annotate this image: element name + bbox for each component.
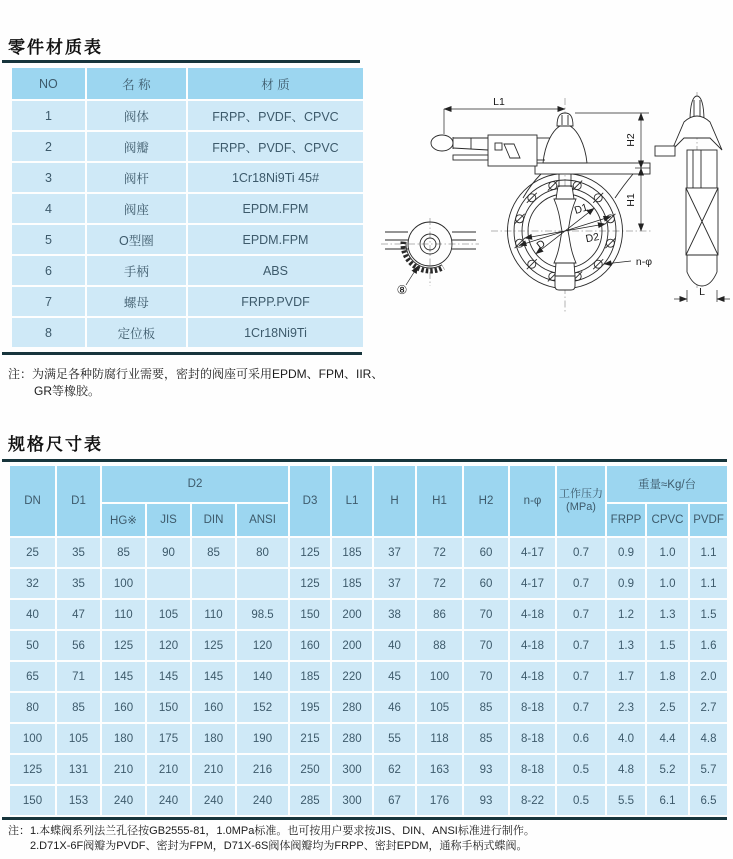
- spec-col-pressure: [557, 466, 605, 536]
- table-cell: 150: [290, 600, 330, 629]
- table-cell: 300: [332, 786, 372, 815]
- pressure-label-line2: (MPa): [566, 501, 596, 513]
- materials-table: [10, 66, 365, 349]
- table-cell: 105: [147, 600, 190, 629]
- table-cell: 4-17: [510, 538, 555, 567]
- table-cell: EPDM.FPM: [188, 194, 363, 223]
- table-cell: 88: [417, 631, 462, 660]
- materials-note: [8, 366, 383, 400]
- trigger-housing: [488, 135, 537, 166]
- table-cell: 38: [374, 600, 415, 629]
- table-cell: 5.5: [607, 786, 645, 815]
- table-cell: 105: [57, 724, 100, 753]
- dim-label-n-phi: n-φ: [635, 256, 653, 268]
- table-cell: EPDM.FPM: [188, 225, 363, 254]
- table-cell: 125: [290, 569, 330, 598]
- table-cell: 0.6: [557, 724, 605, 753]
- table-cell: 240: [192, 786, 235, 815]
- table-cell: 145: [192, 662, 235, 691]
- spec-col-l1: L1: [332, 466, 372, 536]
- table-cell: 110: [102, 600, 145, 629]
- table-row: [10, 600, 727, 629]
- materials-col-name: 名 称: [87, 68, 186, 99]
- table-cell: 0.7: [557, 569, 605, 598]
- table-cell: 285: [290, 786, 330, 815]
- table-cell: 4-17: [510, 569, 555, 598]
- spec-note: [8, 824, 535, 854]
- spec-header-top: [10, 466, 727, 502]
- table-cell: 1.5: [690, 600, 727, 629]
- table-row: [12, 256, 363, 285]
- table-cell: 80: [10, 693, 55, 722]
- table-cell: 85: [464, 693, 508, 722]
- table-row: [10, 538, 727, 567]
- table-cell: 200: [332, 631, 372, 660]
- table-cell: 阀座: [87, 194, 186, 223]
- table-cell: 210: [192, 755, 235, 784]
- table-cell: 153: [57, 786, 100, 815]
- table-row: [10, 755, 727, 784]
- valve-drawing: [373, 80, 733, 325]
- table-cell: 72: [417, 538, 462, 567]
- table-cell: 4: [12, 194, 85, 223]
- table-cell: 85: [464, 724, 508, 753]
- table-cell: 阀体: [87, 101, 186, 130]
- dim-label-d2: D2: [584, 230, 601, 246]
- table-cell: 125: [102, 631, 145, 660]
- spec-bottom-rule: [2, 817, 727, 820]
- table-cell: 1.2: [607, 600, 645, 629]
- table-cell: ABS: [188, 256, 363, 285]
- table-cell: 1.5: [647, 631, 688, 660]
- dim-label-l1: L1: [493, 96, 505, 108]
- side-view: [655, 92, 730, 302]
- dim-l1: [444, 96, 565, 134]
- spec-col-d3: D3: [290, 466, 330, 536]
- table-cell: 7: [12, 287, 85, 316]
- table-cell: 71: [57, 662, 100, 691]
- spec-table: [8, 464, 729, 817]
- table-cell: 250: [290, 755, 330, 784]
- front-view: [431, 96, 653, 312]
- table-cell: 85: [102, 538, 145, 567]
- table-row: [12, 287, 363, 316]
- disc-outline: [556, 186, 574, 199]
- table-cell: 6.5: [690, 786, 727, 815]
- table-cell: 0.5: [557, 786, 605, 815]
- table-cell: 阀杆: [87, 163, 186, 192]
- handle-lever: [431, 135, 550, 166]
- table-cell: 0.7: [557, 693, 605, 722]
- table-cell: 70: [464, 631, 508, 660]
- actuator-cap: [557, 113, 573, 126]
- table-cell: 8-18: [510, 755, 555, 784]
- table-cell: 98.5: [237, 600, 288, 629]
- table-cell: 93: [464, 755, 508, 784]
- table-cell: 70: [464, 600, 508, 629]
- table-row: [12, 225, 363, 254]
- table-cell: 1Cr18Ni9Ti: [188, 318, 363, 347]
- table-cell: 240: [102, 786, 145, 815]
- spec-top-rule: [2, 459, 727, 462]
- table-cell: 100: [10, 724, 55, 753]
- dim-label-d: D: [534, 237, 548, 252]
- pipe-stubs: [385, 232, 476, 249]
- materials-top-rule: [2, 60, 360, 63]
- table-cell: 25: [10, 538, 55, 567]
- table-cell: 手柄: [87, 256, 186, 285]
- table-cell: 4.0: [607, 724, 645, 753]
- table-cell: 0.7: [557, 631, 605, 660]
- table-cell: 185: [290, 662, 330, 691]
- table-cell: 1.1: [690, 538, 727, 567]
- table-cell: 240: [237, 786, 288, 815]
- table-cell: 65: [10, 662, 55, 691]
- detail-view: [381, 218, 479, 297]
- table-cell: FRPP、PVDF、CPVC: [188, 132, 363, 161]
- table-cell: 4-18: [510, 662, 555, 691]
- table-cell: 145: [102, 662, 145, 691]
- table-cell: 1.0: [647, 569, 688, 598]
- table-cell: 5.2: [647, 755, 688, 784]
- table-cell: 90: [147, 538, 190, 567]
- callout-n-phi: [604, 256, 652, 268]
- dim-label-h1: H1: [625, 193, 637, 207]
- table-cell: 32: [10, 569, 55, 598]
- table-cell: 150: [147, 693, 190, 722]
- table-row: [12, 132, 363, 161]
- table-cell: 50: [10, 631, 55, 660]
- spec-col-dn: DN: [10, 466, 55, 536]
- table-cell: [192, 569, 235, 598]
- table-cell: 2.0: [690, 662, 727, 691]
- table-cell: 180: [192, 724, 235, 753]
- spec-note-line2: 2.D71X-6F阀瓣为PVDF、密封为FPM，D71X-6S阀体阀瓣均为FRPP、密封EPDM，通称手柄式蝶阀。: [30, 840, 528, 852]
- table-cell: 140: [237, 662, 288, 691]
- table-cell: 125: [290, 538, 330, 567]
- table-cell: 210: [147, 755, 190, 784]
- table-cell: 160: [102, 693, 145, 722]
- spec-col-hg: HG※: [102, 504, 145, 536]
- table-cell: 8: [12, 318, 85, 347]
- part8-label: ⑧: [396, 283, 408, 297]
- table-row: [10, 693, 727, 722]
- spec-title: 规格尺寸表: [8, 435, 103, 454]
- table-cell: 60: [464, 538, 508, 567]
- spec-col-d1: D1: [57, 466, 100, 536]
- table-cell: 4-18: [510, 600, 555, 629]
- table-cell: 180: [102, 724, 145, 753]
- table-cell: 80: [237, 538, 288, 567]
- table-cell: 4.4: [647, 724, 688, 753]
- table-cell: 110: [192, 600, 235, 629]
- spec-col-h2: H2: [464, 466, 508, 536]
- dim-l: [674, 286, 730, 302]
- table-cell: 210: [102, 755, 145, 784]
- table-cell: 163: [417, 755, 462, 784]
- side-arm: [655, 146, 675, 156]
- table-cell: 1: [12, 101, 85, 130]
- table-row: [10, 662, 727, 691]
- spec-col-n-phi: n-φ: [510, 466, 555, 536]
- table-cell: 300: [332, 755, 372, 784]
- table-cell: 185: [332, 569, 372, 598]
- table-cell: 8-18: [510, 724, 555, 753]
- table-cell: 5: [12, 225, 85, 254]
- table-cell: 6.1: [647, 786, 688, 815]
- table-cell: 47: [57, 600, 100, 629]
- table-cell: 200: [332, 600, 372, 629]
- table-cell: FRPP.PVDF: [188, 287, 363, 316]
- table-cell: 1.8: [647, 662, 688, 691]
- table-cell: 6: [12, 256, 85, 285]
- table-cell: 70: [464, 662, 508, 691]
- table-cell: 4.8: [607, 755, 645, 784]
- materials-header-row: [12, 68, 363, 99]
- table-cell: 35: [57, 569, 100, 598]
- table-cell: 8-22: [510, 786, 555, 815]
- table-cell: FRPP、PVDF、CPVC: [188, 101, 363, 130]
- table-cell: 8-18: [510, 693, 555, 722]
- table-cell: 67: [374, 786, 415, 815]
- table-cell: 150: [10, 786, 55, 815]
- table-cell: 46: [374, 693, 415, 722]
- table-cell: 1.1: [690, 569, 727, 598]
- table-cell: 55: [374, 724, 415, 753]
- table-cell: 195: [290, 693, 330, 722]
- pressure-label-line1: 工作压力: [559, 488, 604, 500]
- table-row: [10, 786, 727, 815]
- table-cell: 0.7: [557, 538, 605, 567]
- table-cell: 2.7: [690, 693, 727, 722]
- table-cell: [147, 569, 190, 598]
- table-cell: 160: [192, 693, 235, 722]
- table-cell: 37: [374, 538, 415, 567]
- table-cell: 145: [147, 662, 190, 691]
- actuator-bell: [543, 126, 587, 163]
- table-cell: 1.3: [647, 600, 688, 629]
- table-cell: 37: [374, 569, 415, 598]
- table-cell: 216: [237, 755, 288, 784]
- table-cell: 190: [237, 724, 288, 753]
- dim-label-l: L: [699, 286, 705, 298]
- table-cell: 62: [374, 755, 415, 784]
- table-cell: 120: [147, 631, 190, 660]
- table-cell: 176: [417, 786, 462, 815]
- spec-col-cpvc: CPVC: [647, 504, 688, 536]
- table-cell: 0.9: [607, 538, 645, 567]
- table-row: [10, 631, 727, 660]
- materials-col-material: 材 质: [188, 68, 363, 99]
- table-cell: 4.8: [690, 724, 727, 753]
- side-body-upper: [687, 150, 717, 188]
- table-cell: 220: [332, 662, 372, 691]
- spec-col-ansi: ANSI: [237, 504, 288, 536]
- spec-col-weight: 重量≈Kg/台: [607, 466, 727, 502]
- materials-title: 零件材质表: [8, 38, 103, 57]
- spec-col-h: H: [374, 466, 415, 536]
- table-row: [12, 101, 363, 130]
- table-cell: 125: [192, 631, 235, 660]
- table-cell: 1.6: [690, 631, 727, 660]
- table-row: [12, 318, 363, 347]
- table-cell: 85: [192, 538, 235, 567]
- table-cell: 2.5: [647, 693, 688, 722]
- table-row: [12, 194, 363, 223]
- table-cell: 45: [374, 662, 415, 691]
- table-cell: 185: [332, 538, 372, 567]
- table-cell: 125: [10, 755, 55, 784]
- table-cell: 0.7: [557, 600, 605, 629]
- table-cell: 152: [237, 693, 288, 722]
- table-cell: [237, 569, 288, 598]
- table-cell: 105: [417, 693, 462, 722]
- table-cell: 1.0: [647, 538, 688, 567]
- materials-col-no: NO: [12, 68, 85, 99]
- materials-bottom-rule: [2, 352, 362, 355]
- table-cell: 93: [464, 786, 508, 815]
- table-cell: 35: [57, 538, 100, 567]
- spec-col-pvdf: PVDF: [690, 504, 727, 536]
- table-row: [10, 569, 727, 598]
- table-cell: 100: [102, 569, 145, 598]
- spec-note-line1: 注：1.本蝶阀系列法兰孔径按GB2555-81，1.0MPa标准。也可按用户要求按JIS、DIN、ANSI标准进行制作。: [8, 825, 535, 837]
- table-cell: 5.7: [690, 755, 727, 784]
- materials-note-line1: 注：为满足各种防腐行业需要，密封的阀座可采用EPDM、FPM、IIR、: [8, 367, 384, 381]
- table-cell: 60: [464, 569, 508, 598]
- table-cell: 0.7: [557, 662, 605, 691]
- table-cell: 1.3: [607, 631, 645, 660]
- table-cell: 118: [417, 724, 462, 753]
- mounting-plate: [535, 163, 650, 174]
- table-cell: 2.3: [607, 693, 645, 722]
- materials-note-line2: GR等橡胶。: [34, 384, 101, 398]
- table-cell: 175: [147, 724, 190, 753]
- table-cell: 280: [332, 693, 372, 722]
- side-tip: [687, 255, 717, 286]
- table-cell: O型圈: [87, 225, 186, 254]
- table-cell: 240: [147, 786, 190, 815]
- table-cell: 阀瓣: [87, 132, 186, 161]
- table-cell: 0.5: [557, 755, 605, 784]
- table-cell: 0.9: [607, 569, 645, 598]
- table-cell: 86: [417, 600, 462, 629]
- table-cell: 100: [417, 662, 462, 691]
- table-cell: 72: [417, 569, 462, 598]
- dim-label-h2: H2: [625, 133, 637, 147]
- table-cell: 56: [57, 631, 100, 660]
- table-row: [10, 724, 727, 753]
- table-cell: 4-18: [510, 631, 555, 660]
- table-cell: 40: [10, 600, 55, 629]
- table-cell: 2: [12, 132, 85, 161]
- table-cell: 3: [12, 163, 85, 192]
- dim-label-d1: D1: [572, 201, 590, 217]
- table-cell: 160: [290, 631, 330, 660]
- table-cell: 215: [290, 724, 330, 753]
- table-cell: 1.7: [607, 662, 645, 691]
- spec-col-h1: H1: [417, 466, 462, 536]
- table-cell: 1Cr18Ni9Ti 45#: [188, 163, 363, 192]
- table-cell: 螺母: [87, 287, 186, 316]
- spec-col-jis: JIS: [147, 504, 190, 536]
- table-cell: 定位板: [87, 318, 186, 347]
- table-cell: 120: [237, 631, 288, 660]
- table-cell: 40: [374, 631, 415, 660]
- side-bell: [672, 116, 722, 150]
- spec-col-din: DIN: [192, 504, 235, 536]
- spec-col-d2: D2: [102, 466, 288, 502]
- table-cell: 85: [57, 693, 100, 722]
- spec-col-frpp: FRPP: [607, 504, 645, 536]
- table-cell: 131: [57, 755, 100, 784]
- table-row: [12, 163, 363, 192]
- table-cell: 280: [332, 724, 372, 753]
